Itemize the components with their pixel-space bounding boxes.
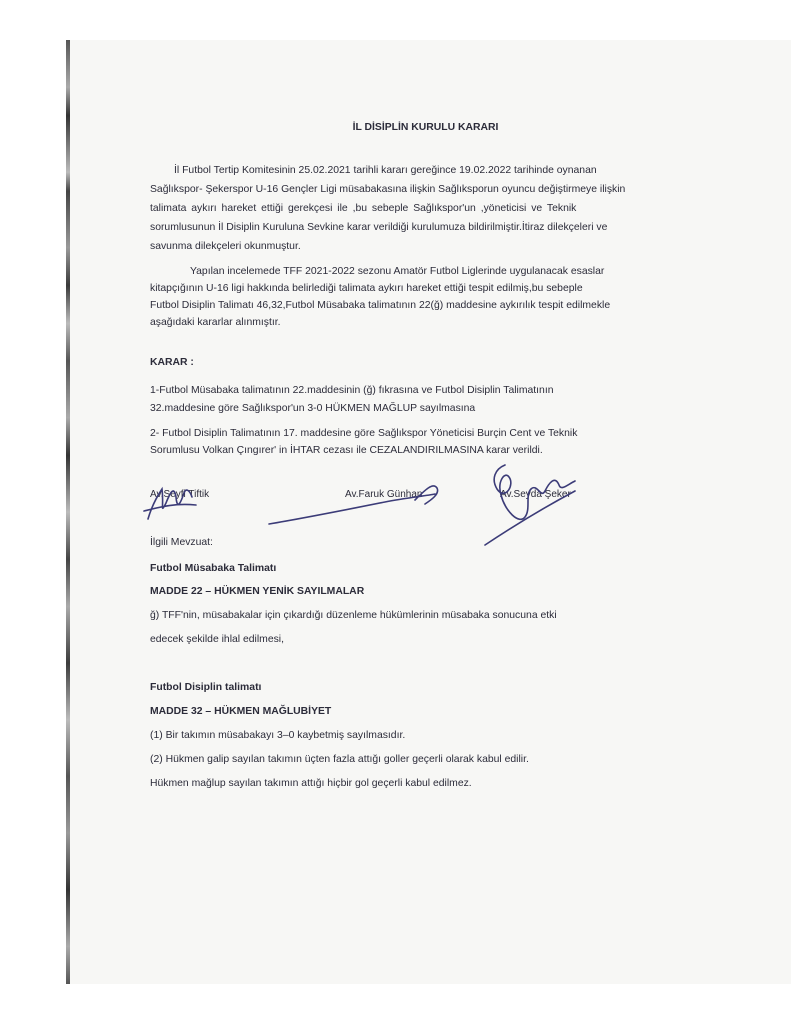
fdt-title: Futbol Disiplin talimatı [150, 682, 262, 693]
madde22-line1: ğ) TFF'nin, müsabakalar için çıkardığı düzenleme hükümlerinin müsabaka sonucuna etki [150, 610, 557, 621]
madde32-heading: MADDE 32 – HÜKMEN MAĞLUBİYET [150, 706, 332, 717]
madde32-line3: Hükmen mağlup sayılan takımın attığı hiçbir gol geçerli kabul edilmez. [150, 778, 472, 789]
fmt-title: Futbol Müsabaka Talimatı [150, 563, 277, 574]
paragraph2-line4: aşağıdaki kararlar alınmıştır. [150, 317, 281, 328]
related-legislation-label: İlgili Mevzuat: [150, 537, 213, 548]
madde32-line1: (1) Bir takımın müsabakayı 3–0 kaybetmiş sayılmasıdır. [150, 730, 406, 741]
paragraph1-line2: Sağlıkspor- Şekerspor U-16 Gençler Ligi müsabakasına ilişkin Sağlıksporun oyuncu değiştirmeye ilişkin [150, 184, 626, 195]
madde22-line2: edecek şekilde ihlal edilmesi, [150, 634, 284, 645]
signature-scribble-1 [140, 475, 200, 525]
signature-scribble-2 [265, 480, 455, 530]
madde22-heading: MADDE 22 – HÜKMEN YENİK SAYILMALAR [150, 586, 365, 597]
decision1-line2: 32.maddesine göre Sağlıkspor'un 3-0 HÜKMEN MAĞLUP sayılmasına [150, 403, 476, 414]
decision2-line2: Sorumlusu Volkan Çıngırer' in İHTAR cezası ile CEZALANDIRILMASINA karar verildi. [150, 445, 543, 456]
paragraph2-line2: kitapçığının U-16 ligi hakkında belirlediği talimata aykırı hareket ettiği tespit edilmiş,bu sebeple [150, 283, 583, 294]
scan-edge-shadow [66, 40, 70, 984]
signature-label-3: Av.Seyda Şeker [500, 489, 571, 500]
document-title: İL DİSİPLİN KURULU KARARI [352, 122, 499, 133]
signature-label-2: Av.Faruk Günhan [345, 489, 423, 500]
paragraph2-line3: Futbol Disiplin Talimatı 46,32,Futbol Müsabaka talimatının 22(ğ) maddesine aykırılık tespit edilmekle [150, 300, 611, 311]
signature-scribble-3 [475, 455, 585, 555]
paragraph1-line5: savunma dilekçeleri okunmuştur. [150, 241, 301, 252]
karar-heading: KARAR : [150, 357, 194, 368]
paragraph1-line1: İl Futbol Tertip Komitesinin 25.02.2021 tarihli kararı gereğince 19.02.2022 tarihinde oynanan [174, 165, 597, 176]
paragraph1-line3: talimata aykırı hareket ettiği gerekçesi ile ,bu sebeple Sağlıkspor'un ,yöneticisi ve Teknik [150, 203, 577, 214]
decision1-line1: 1-Futbol Müsabaka talimatının 22.maddesinin (ğ) fıkrasına ve Futbol Disiplin Talimatının [150, 385, 554, 396]
decision2-line1: 2- Futbol Disiplin Talimatının 17. maddesine göre Sağlıkspor Yöneticisi Burçin Cent ve Teknik [150, 428, 578, 439]
signature-label-1: Av.Seyfi Tiftik [150, 489, 210, 500]
paragraph1-line4: sorumlusunun İl Disiplin Kuruluna Sevkine karar verildiği kurulumuza bildirilmiştir.İtiraz dilekçeleri ve [150, 222, 608, 233]
paragraph2-line1: Yapılan incelemede TFF 2021-2022 sezonu Amatör Futbol Liglerinde uygulanacak esaslar [190, 266, 605, 277]
madde32-line2: (2) Hükmen galip sayılan takımın üçten fazla attığı goller geçerli olarak kabul edilir. [150, 754, 529, 765]
